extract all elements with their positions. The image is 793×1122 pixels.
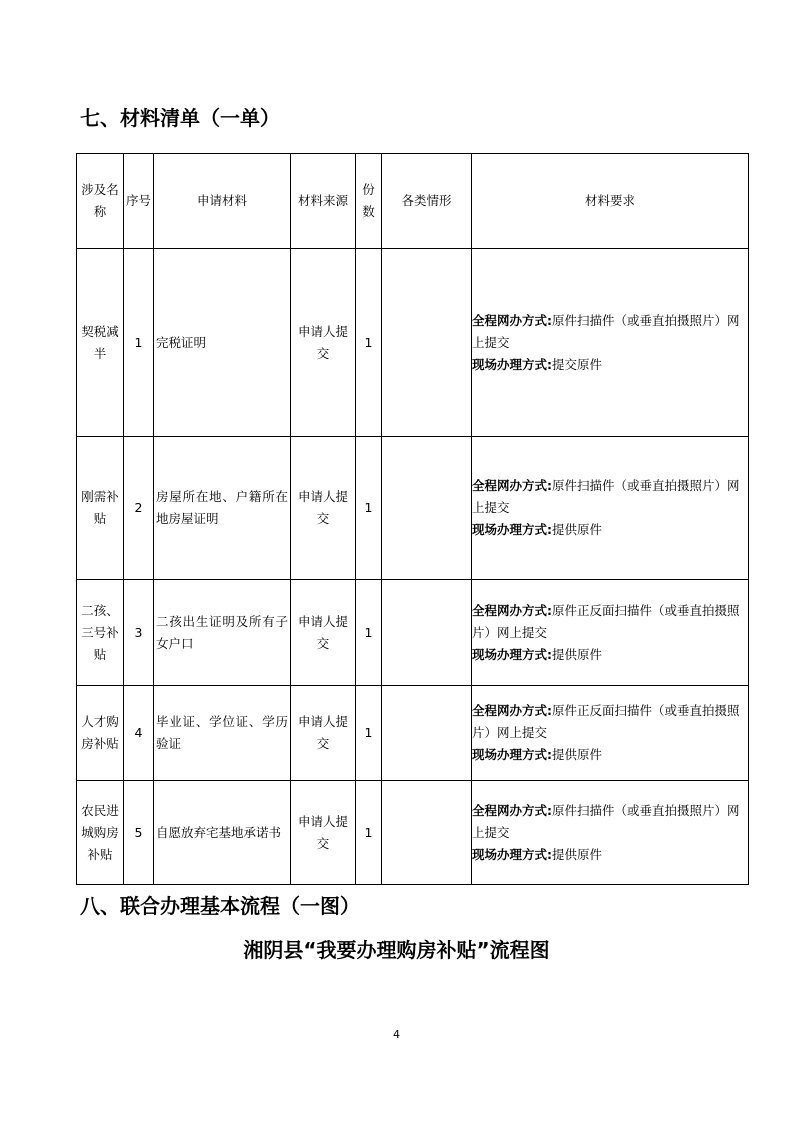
online-method [472, 600, 746, 644]
online-method-label: 全程网办方式: [472, 312, 552, 328]
cell-source: 申请人提交 [291, 437, 356, 580]
online-method-label: 全程网办方式: [472, 703, 552, 718]
online-method-text: 原件扫描件（或垂直拍摄照片）网上提交 [472, 802, 740, 840]
cell-material: 房屋所在地、户籍所在地房屋证明 [154, 437, 291, 580]
cell-copies: 1 [356, 249, 382, 437]
cell-scope: 二孩、三号补贴 [77, 580, 124, 686]
cell-requirement [472, 686, 749, 781]
cell-source: 申请人提交 [291, 781, 356, 885]
cell-copies: 1 [356, 437, 382, 580]
cell-material: 完税证明 [154, 249, 291, 437]
onsite-method-label: 现场办理方式: [472, 747, 552, 762]
onsite-method-text: 提供原件 [552, 646, 603, 662]
onsite-method [472, 744, 746, 766]
header-seq: 序号 [124, 154, 154, 249]
cell-source: 申请人提交 [291, 686, 356, 781]
online-method [472, 800, 746, 844]
header-source: 材料来源 [291, 154, 356, 249]
online-method-label: 全程网办方式: [472, 802, 552, 818]
online-method [472, 700, 746, 744]
online-method-label: 全程网办方式: [472, 602, 552, 618]
header-situation: 各类情形 [382, 154, 472, 249]
onsite-method-text: 提供原件 [552, 522, 603, 537]
cell-scope: 人才购房补贴 [77, 686, 124, 781]
onsite-method [472, 519, 746, 541]
flowchart-title: 湘阴县“我要办理购房补贴”流程图 [243, 938, 550, 962]
cell-seq: 5 [124, 781, 154, 885]
cell-situation [382, 580, 472, 686]
table-row [77, 686, 749, 781]
cell-source: 申请人提交 [291, 580, 356, 686]
table-row [77, 580, 749, 686]
onsite-method-label: 现场办理方式: [472, 356, 552, 372]
cell-source: 申请人提交 [291, 249, 356, 437]
cell-seq: 3 [124, 580, 154, 686]
header-requirement: 材料要求 [472, 154, 749, 249]
onsite-method-text: 提供原件 [552, 846, 603, 862]
onsite-method [472, 844, 746, 866]
cell-copies: 1 [356, 781, 382, 885]
cell-requirement [472, 437, 749, 580]
cell-scope: 刚需补贴 [77, 437, 124, 580]
online-method [472, 475, 746, 519]
cell-requirement [472, 580, 749, 686]
cell-situation [382, 249, 472, 437]
table-header-row [77, 154, 749, 249]
onsite-method [472, 644, 746, 666]
onsite-method-text: 提交原件 [552, 356, 603, 372]
online-method-text: 原件扫描件（或垂直拍摄照片）网上提交 [472, 478, 740, 515]
header-material: 申请材料 [154, 154, 291, 249]
table-row [77, 781, 749, 885]
cell-requirement [472, 249, 749, 437]
cell-scope: 契税减半 [77, 249, 124, 437]
online-method [472, 310, 746, 354]
cell-seq: 2 [124, 437, 154, 580]
cell-seq: 4 [124, 686, 154, 781]
cell-material: 毕业证、学位证、学历验证 [154, 686, 291, 781]
table-row [77, 249, 749, 437]
online-method-text: 原件扫描件（或垂直拍摄照片）网上提交 [472, 312, 740, 350]
cell-seq: 1 [124, 249, 154, 437]
onsite-method-label: 现场办理方式: [472, 646, 552, 662]
onsite-method [472, 354, 746, 376]
cell-situation [382, 686, 472, 781]
materials-table [76, 153, 749, 885]
cell-copies: 1 [356, 686, 382, 781]
onsite-method-text: 提供原件 [552, 747, 603, 762]
page-number: 4 [393, 1028, 400, 1041]
onsite-method-label: 现场办理方式: [472, 846, 552, 862]
cell-material: 二孩出生证明及所有子女户口 [154, 580, 291, 686]
cell-material: 自愿放弃宅基地承诺书 [154, 781, 291, 885]
online-method-text: 原件正反面扫描件（或垂直拍摄照片）网上提交 [472, 703, 740, 740]
cell-situation [382, 437, 472, 580]
header-scope: 涉及名称 [77, 154, 124, 249]
section-7-title: 七、材料清单（一单） [80, 106, 280, 130]
cell-scope: 农民进城购房补贴 [77, 781, 124, 885]
onsite-method-label: 现场办理方式: [472, 522, 552, 537]
section-8-title: 八、联合办理基本流程（一图） [80, 894, 360, 918]
cell-requirement [472, 781, 749, 885]
online-method-label: 全程网办方式: [472, 478, 552, 493]
cell-situation [382, 781, 472, 885]
header-copies: 份数 [356, 154, 382, 249]
cell-copies: 1 [356, 580, 382, 686]
table-row [77, 437, 749, 580]
online-method-text: 原件正反面扫描件（或垂直拍摄照片）网上提交 [472, 602, 740, 640]
